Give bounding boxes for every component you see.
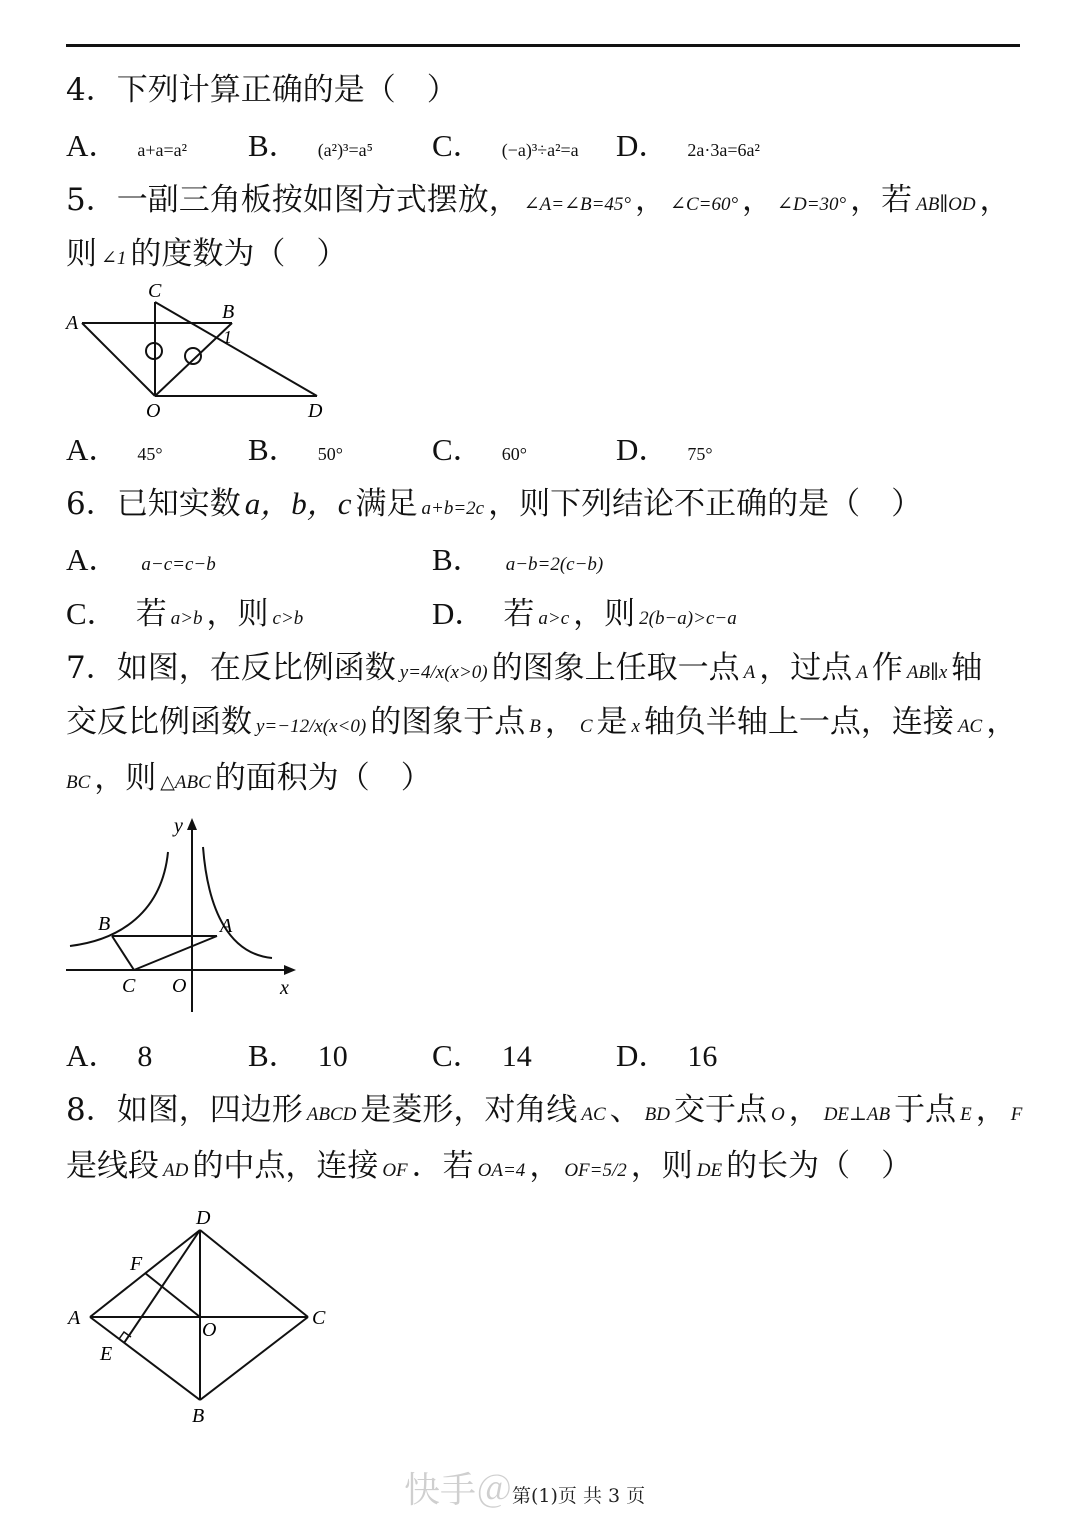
q6-option-c[interactable] (66, 594, 307, 639)
q7-text: 是 (596, 704, 628, 740)
option-pre: 若 (503, 596, 535, 632)
q5-sep: ， (979, 182, 1011, 218)
q6-option-b[interactable] (432, 540, 607, 585)
q5-cond-angle-d: ∠D=30° (777, 194, 847, 215)
q8-text: 是线段 (66, 1148, 159, 1184)
q6-text: 满足 (355, 486, 418, 522)
q6-text: ，则下列结论不正确的是（ ） (488, 486, 923, 522)
q8-point-f: F (1010, 1104, 1023, 1125)
segment-ob (155, 323, 232, 396)
segment-of (145, 1273, 200, 1317)
q6-vars: a，b，c (244, 486, 352, 521)
q8-text: 8．如图，四边形 (66, 1092, 303, 1128)
option-expr: 14 (501, 1040, 532, 1073)
q7-stem-line2 (66, 702, 1017, 747)
label-a: A (68, 1307, 81, 1329)
q5-sep: ，若 (850, 182, 913, 218)
option-label: A． (66, 128, 120, 163)
q7-text: 7．如图，在反比例函数 (66, 650, 396, 686)
label-a: A (220, 915, 233, 937)
q7-function-2: y=−12/x(x<0) (256, 716, 367, 737)
q5-option-c[interactable] (432, 430, 527, 474)
label-d: D (308, 400, 323, 421)
q7-text: ，则 (94, 760, 157, 796)
option-expr: 8 (137, 1040, 153, 1073)
q5-option-d[interactable] (616, 430, 713, 474)
segment-cd (155, 302, 317, 396)
option-expr2: 2(b−a)>c−a (639, 608, 737, 629)
q7-seg-bc: BC (66, 772, 91, 793)
q7-stem-line1 (66, 648, 982, 693)
option-label: C． (432, 432, 484, 467)
q7-text: 的面积为（ ） (214, 760, 432, 796)
option-expr: 16 (687, 1040, 718, 1073)
q6-stem (66, 484, 922, 529)
option-label: C． (432, 1038, 484, 1073)
q8-text: ， (529, 1148, 561, 1184)
option-label: A． (66, 1038, 120, 1073)
q7-point-c: C (579, 716, 593, 737)
q5-text: 的度数为（ ） (130, 236, 348, 272)
q7-text: 交反比例函数 (66, 704, 252, 740)
label-y: y (174, 815, 183, 837)
q5-text: 5．一副三角板按如图方式摆放， (66, 182, 520, 218)
q7-x: x (631, 716, 640, 737)
q8-text: 交于点 (673, 1092, 767, 1128)
right-angle-mark (119, 1332, 131, 1339)
label-e: E (100, 1343, 113, 1365)
option-expr: (−a)³÷a²=a (501, 140, 579, 160)
option-expr: 2a·3a=6a² (687, 140, 760, 160)
q8-figure (60, 1200, 350, 1430)
option-label: C． (66, 596, 118, 631)
q7-stem-line3 (66, 758, 432, 803)
q7-option-b[interactable] (248, 1036, 348, 1077)
q8-text: ，则 (630, 1148, 693, 1184)
q5-sep: ， (635, 182, 667, 218)
q8-text: 于点 (894, 1092, 957, 1128)
q8-seg-bd: BD (644, 1104, 670, 1125)
q5-figure (60, 276, 340, 421)
q7-text: ， (986, 704, 1018, 740)
option-expr: 45° (137, 444, 163, 464)
q8-text: 是菱形，对角线 (360, 1092, 578, 1128)
option-label: D． (616, 128, 670, 163)
q7-function-1: y=4/x(x>0) (399, 662, 488, 683)
label-f: F (130, 1253, 143, 1275)
q7-text: ， (544, 704, 576, 740)
q7-cond: AB∥x (906, 662, 948, 683)
label-a: A (66, 312, 79, 334)
label-b: B (192, 1405, 205, 1427)
q8-seg-de: DE (696, 1160, 723, 1181)
q7-option-c[interactable] (432, 1036, 532, 1077)
q8-text: 的长为（ ） (726, 1148, 913, 1184)
label-o: O (146, 400, 161, 421)
option-expr: 50° (317, 444, 343, 464)
q7-option-d[interactable] (616, 1036, 717, 1077)
label-o: O (202, 1319, 217, 1341)
label-x: x (280, 977, 289, 999)
q4-stem: 4．下列计算正确的是（ ） (66, 72, 458, 108)
q7-text: 的图象于点 (370, 704, 526, 740)
q8-text: 、 (609, 1092, 641, 1128)
option-label: D． (432, 596, 486, 631)
q8-text: ， (975, 1092, 1007, 1128)
q5-option-a[interactable] (66, 430, 163, 474)
option-expr: 10 (317, 1040, 348, 1073)
q5-cond-parallel: AB∥OD (916, 194, 976, 215)
q8-seg-of: OF (382, 1160, 408, 1181)
segment-ao (82, 323, 155, 396)
q4-option-d[interactable] (616, 126, 760, 170)
q8-stem-line2 (66, 1146, 912, 1191)
option-expr: a>b (170, 608, 203, 629)
option-label: D． (616, 432, 670, 467)
q4-option-b[interactable] (248, 126, 373, 170)
option-label: B． (248, 128, 300, 163)
option-mid: ，则 (206, 596, 269, 632)
q8-seg-ad: AD (163, 1160, 189, 1181)
q8-text: ， (788, 1092, 820, 1128)
option-label: B． (432, 542, 484, 577)
q5-text: 则 (66, 236, 97, 272)
option-expr: a>c (538, 608, 570, 629)
q5-cond-angles-ab: ∠A=∠B=45° (523, 194, 632, 215)
option-label: A． (66, 542, 120, 577)
q8-quad: ABCD (306, 1104, 357, 1125)
q6-cond: a+b=2c (421, 498, 485, 519)
label-d: D (196, 1207, 211, 1229)
q7-point-a: A (743, 662, 756, 683)
q8-point-e: E (960, 1104, 972, 1125)
q7-point-a: A (856, 662, 868, 683)
option-expr: a−b=2(c−b) (505, 554, 604, 575)
q7-text: 作 (871, 650, 903, 686)
option-label: D． (616, 1038, 670, 1073)
q5-cond-angle-c: ∠C=60° (670, 194, 739, 215)
segment-bc (112, 936, 134, 970)
q8-cond-of: OF=5/2 (564, 1160, 627, 1181)
q8-point-o: O (770, 1104, 785, 1125)
q8-cond-oa: OA=4 (477, 1160, 526, 1181)
label-c: C (148, 280, 162, 302)
q8-text: 的中点，连接 (192, 1148, 379, 1184)
q5-option-b[interactable] (248, 430, 343, 474)
q7-figure (60, 812, 310, 1017)
label-c: C (122, 975, 136, 997)
q5-stem-line1 (66, 180, 1011, 225)
q5-sep: ， (742, 182, 774, 218)
q7-text: 轴负半轴上一点，连接 (643, 704, 954, 740)
q7-text: 的图象上任取一点 (491, 650, 740, 686)
q6-text: 6．已知实数 (66, 486, 241, 522)
label-o: O (172, 975, 187, 997)
q4-option-c[interactable] (432, 126, 579, 170)
option-pre: 若 (135, 596, 167, 632)
top-rule (66, 44, 1020, 47)
curve-positive-branch (203, 847, 272, 958)
q8-text: ．若 (411, 1148, 474, 1184)
option-label: C． (432, 128, 484, 163)
option-mid: ，则 (573, 596, 636, 632)
label-angle-1: 1 (223, 327, 232, 347)
curve-negative-branch (70, 852, 168, 946)
q7-seg-ac: AC (957, 716, 983, 737)
q4-option-a[interactable] (66, 126, 187, 170)
label-b: B (98, 913, 111, 935)
q7-option-a[interactable] (66, 1036, 152, 1077)
label-c: C (312, 1307, 326, 1329)
x-arrow (284, 965, 296, 975)
q7-point-b: B (529, 716, 541, 737)
option-expr: 75° (687, 444, 713, 464)
q5-angle-1: ∠1 (101, 248, 127, 269)
q5-stem-line2 (66, 234, 347, 279)
option-expr: a−c=c−b (141, 554, 216, 575)
watermark: 快手＠ (404, 1470, 513, 1511)
y-arrow (187, 818, 197, 830)
side-dc (200, 1230, 308, 1317)
q8-perp: DE⊥AB (823, 1104, 891, 1125)
option-expr: a+a=a² (137, 140, 188, 160)
q7-text: 轴 (951, 650, 983, 686)
q7-text: ，过点 (759, 650, 853, 686)
q6-option-a[interactable] (66, 540, 220, 585)
option-label: B． (248, 1038, 300, 1073)
q7-triangle: △ABC (160, 772, 211, 793)
q6-option-d[interactable] (432, 594, 741, 639)
q8-stem-line1 (66, 1090, 1026, 1135)
option-expr: 60° (501, 444, 527, 464)
label-b: B (222, 301, 235, 323)
page-footer (404, 1462, 645, 1513)
option-label: A． (66, 432, 120, 467)
option-label: B． (248, 432, 300, 467)
q8-seg-ac: AC (581, 1104, 606, 1125)
option-expr: (a²)³=a⁵ (317, 140, 373, 160)
page-number: 第(1)页 共 3 页 (512, 1485, 646, 1507)
segment-ac (134, 936, 217, 970)
option-expr2: c>b (272, 608, 304, 629)
